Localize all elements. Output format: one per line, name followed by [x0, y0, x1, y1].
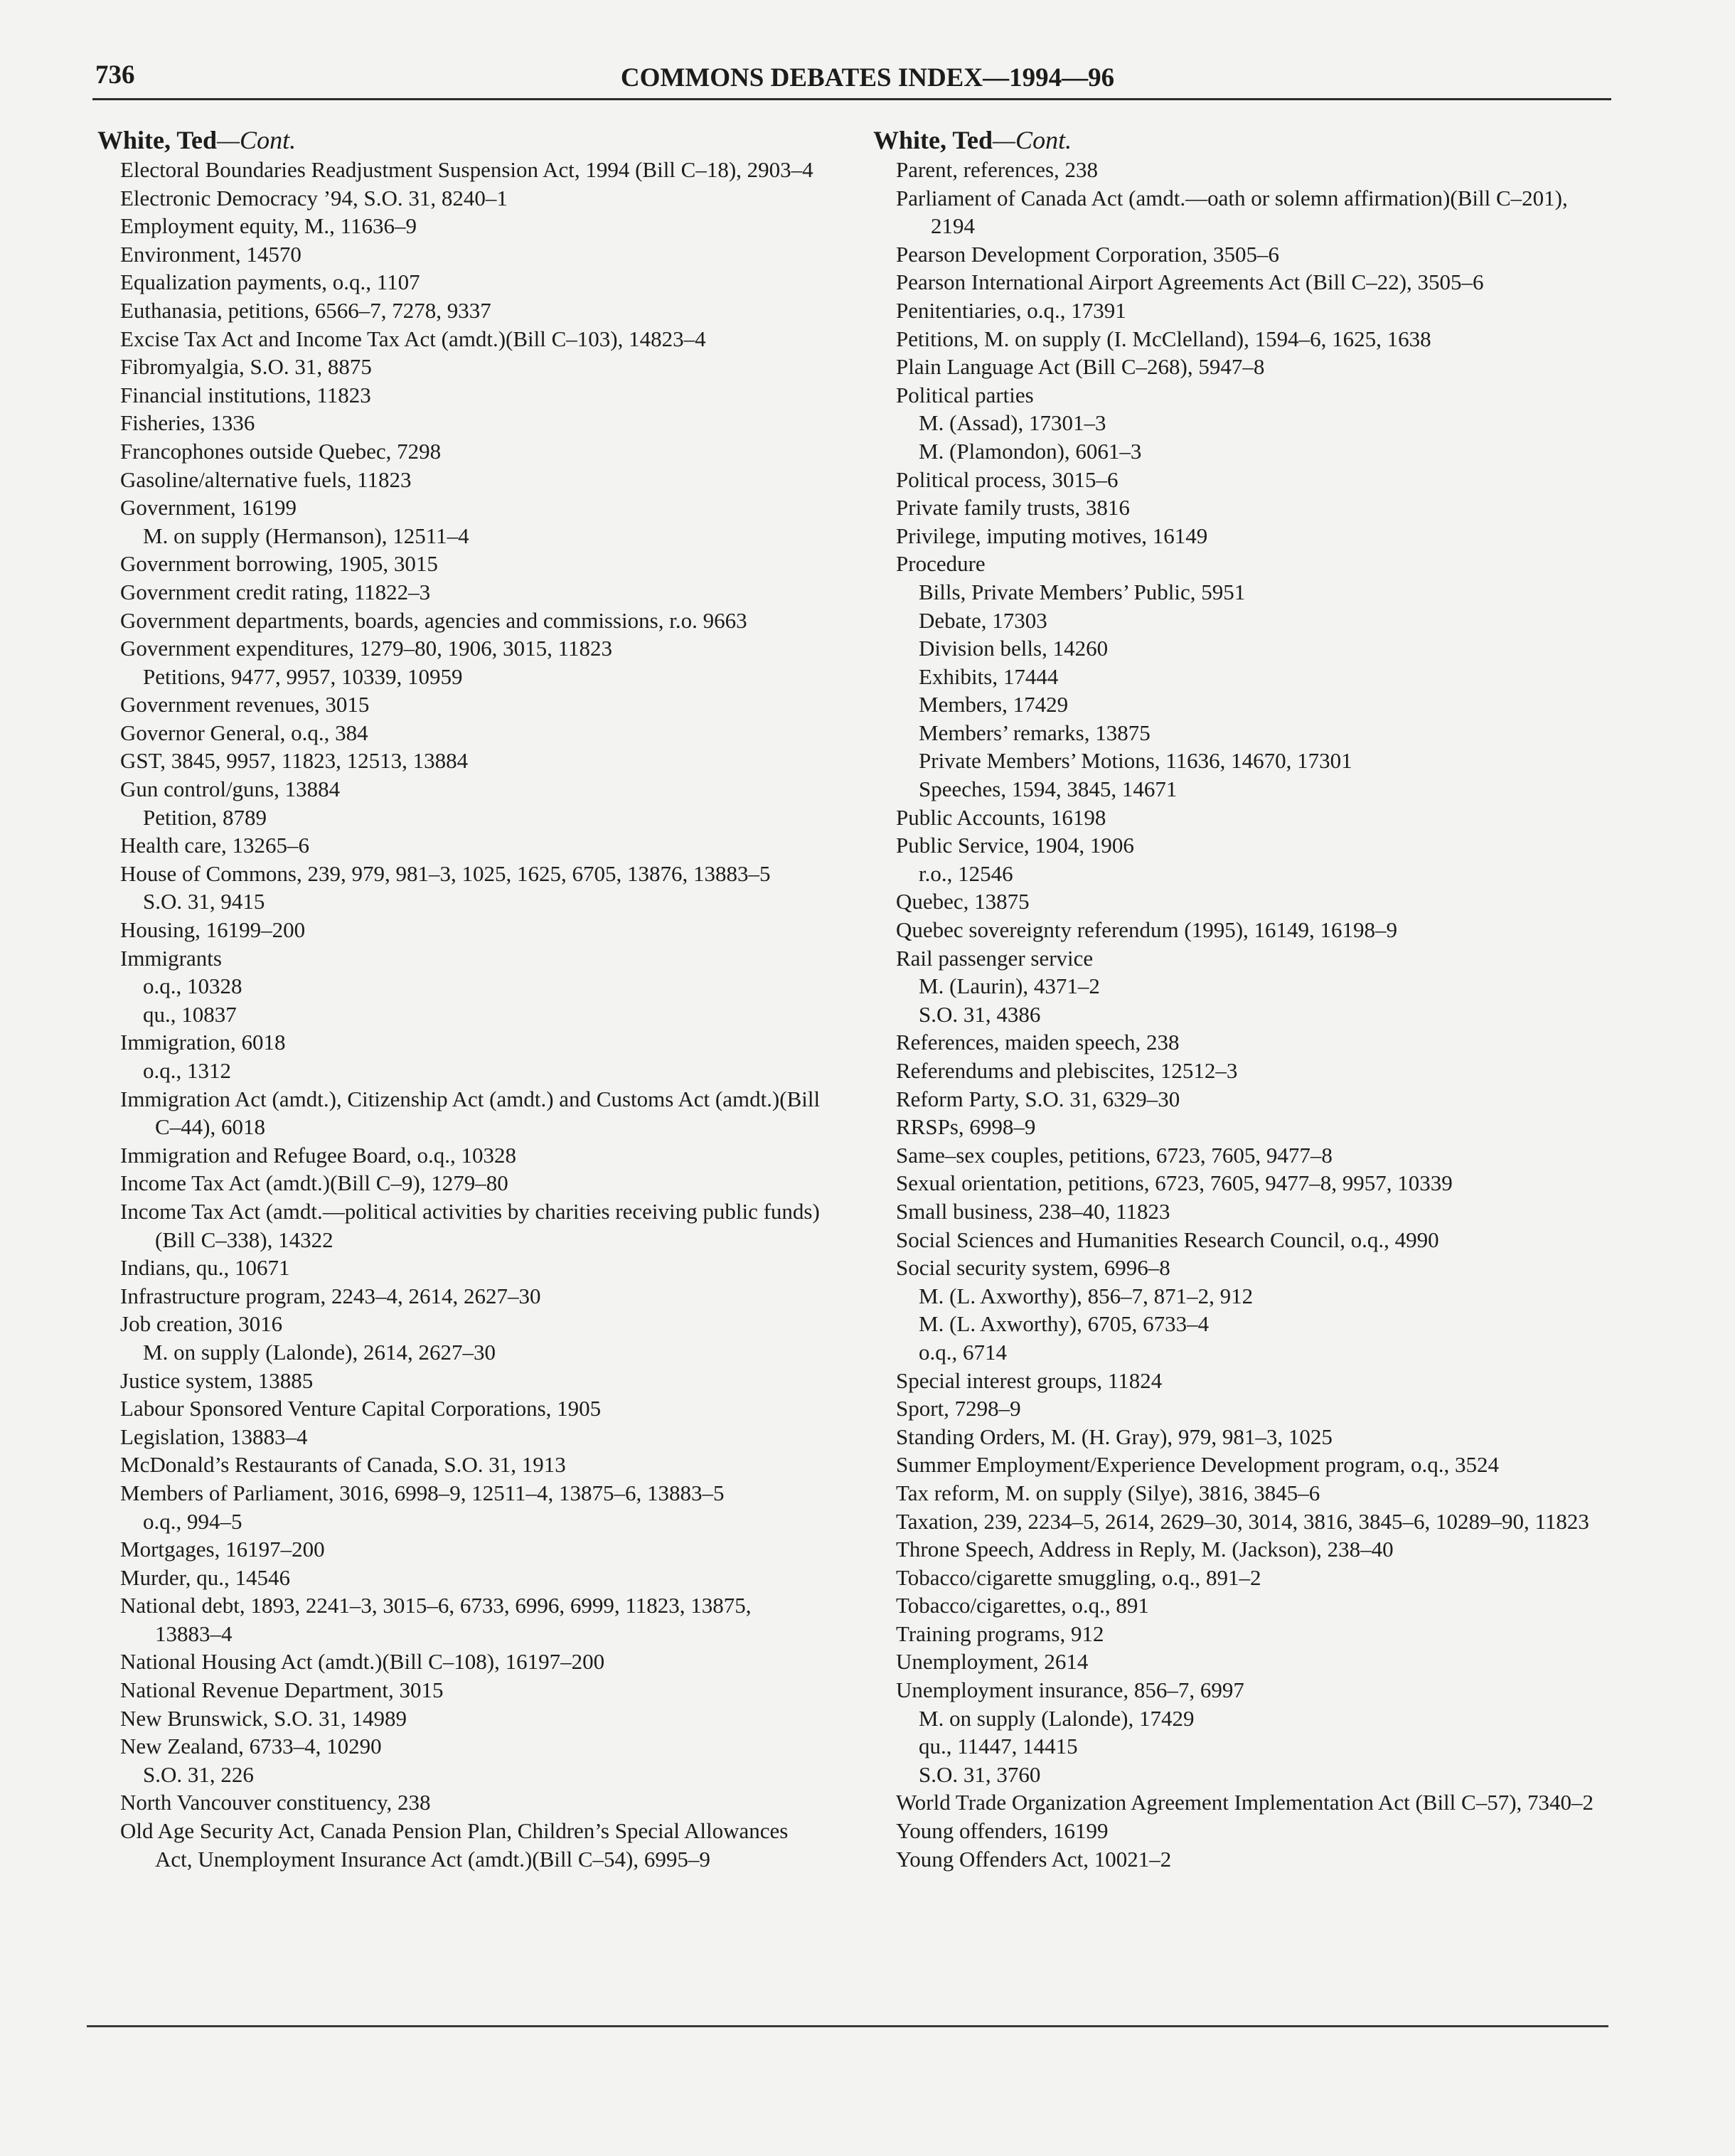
index-subentry: M. (L. Axworthy), 856–7, 871–2, 912: [919, 1283, 1254, 1308]
index-entry: McDonald’s Restaurants of Canada, S.O. 31, 1913: [120, 1452, 566, 1478]
index-entry: Justice system, 13885: [120, 1367, 314, 1393]
index-column-right: [873, 124, 1598, 1873]
index-subentry: Members, 17429: [919, 692, 1069, 717]
index-entry: Political process, 3015–6: [896, 466, 1119, 492]
index-entry: References, maiden speech, 238: [896, 1030, 1180, 1055]
index-entry: Special interest groups, 11824: [896, 1367, 1163, 1393]
index-entry: Old Age Security Act, Canada Pension Plan, Children’s Special Allowances Act, Unemployment Insurance Act (amdt.)(Bill C–54), 6995–9: [120, 1818, 789, 1872]
index-subentry: Private Members’ Motions, 11636, 14670, 17301: [919, 748, 1352, 774]
index-entry: Same–sex couples, petitions, 6723, 7605, 9477–8: [896, 1142, 1333, 1168]
index-entry: Quebec, 13875: [896, 889, 1030, 914]
index-entry: Tax reform, M. on supply (Silye), 3816, 3845–6: [896, 1480, 1320, 1505]
index-subentry: qu., 11447, 14415: [919, 1734, 1078, 1759]
index-entry: House of Commons, 239, 979, 981–3, 1025, 1625, 6705, 13876, 13883–5: [120, 860, 771, 886]
index-entry: Legislation, 13883–4: [120, 1424, 308, 1449]
index-entry: Gun control/guns, 13884: [120, 777, 341, 802]
index-entry: Public Service, 1904, 1906: [896, 833, 1134, 858]
index-entry: Private family trusts, 3816: [896, 495, 1130, 521]
index-entry: Throne Speech, Address in Reply, M. (Jackson), 238–40: [896, 1537, 1394, 1562]
index-entry: Housing, 16199–200: [120, 917, 306, 943]
index-entry: Gasoline/alternative fuels, 11823: [120, 466, 412, 492]
index-entry: Employment equity, M., 11636–9: [120, 213, 417, 239]
index-entry: Government revenues, 3015: [120, 692, 370, 717]
running-head-title: COMMONS DEBATES INDEX—1994—96: [620, 63, 1115, 92]
heading-continued: —Cont.: [217, 126, 297, 154]
index-entry: New Brunswick, S.O. 31, 14989: [120, 1705, 407, 1731]
index-entry: Government expenditures, 1279–80, 1906, 3015, 11823: [120, 636, 612, 661]
index-entry: Social security system, 6996–8: [896, 1255, 1170, 1281]
index-entry: Murder, qu., 14546: [120, 1564, 290, 1590]
index-subentry: M. on supply (Hermanson), 12511–4: [143, 523, 469, 548]
entry-list: [873, 156, 1598, 1873]
heading-name: White, Ted: [873, 126, 993, 154]
index-entry: Reform Party, S.O. 31, 6329–30: [896, 1086, 1180, 1111]
index-entry: Income Tax Act (amdt.)(Bill C–9), 1279–80: [120, 1170, 508, 1196]
index-entry: National Revenue Department, 3015: [120, 1677, 444, 1703]
index-entry: Sexual orientation, petitions, 6723, 7605, 9477–8, 9957, 10339: [896, 1170, 1453, 1196]
index-entry: Infrastructure program, 2243–4, 2614, 2627–30: [120, 1283, 541, 1308]
index-entry: Environment, 14570: [120, 241, 301, 267]
heading-continued: —Cont.: [993, 126, 1072, 154]
index-subentry: M. (L. Axworthy), 6705, 6733–4: [919, 1311, 1210, 1337]
index-entry: Tobacco/cigarettes, o.q., 891: [896, 1593, 1149, 1618]
index-subentry: M. (Laurin), 4371–2: [919, 973, 1100, 999]
index-subentry: M. (Plamondon), 6061–3: [919, 438, 1142, 464]
index-entry: Parliament of Canada Act (amdt.—oath or solemn affirmation)(Bill C–201), 2194: [896, 185, 1568, 239]
index-entry: Sport, 7298–9: [896, 1396, 1021, 1421]
index-subentry: Speeches, 1594, 3845, 14671: [919, 777, 1178, 802]
index-entry: Income Tax Act (amdt.—political activities by charities receiving public funds)(Bill C–338), 14322: [120, 1198, 820, 1252]
index-entry: World Trade Organization Agreement Implementation Act (Bill C–57), 7340–2: [896, 1790, 1594, 1815]
page-number: 736: [95, 60, 135, 90]
index-entry: Electronic Democracy ’94, S.O. 31, 8240–1: [120, 185, 508, 210]
index-entry: Small business, 238–40, 11823: [896, 1198, 1170, 1224]
index-entry: Unemployment insurance, 856–7, 6997: [896, 1677, 1244, 1703]
index-subentry: Petitions, 9477, 9957, 10339, 10959: [143, 663, 463, 689]
index-entry: Pearson Development Corporation, 3505–6: [896, 241, 1279, 267]
index-entry: Excise Tax Act and Income Tax Act (amdt.)(Bill C–103), 14823–4: [120, 326, 706, 351]
index-subentry: Members’ remarks, 13875: [919, 720, 1151, 745]
index-subentry: o.q., 1312: [143, 1058, 231, 1083]
index-entry: Political parties: [896, 382, 1034, 407]
index-subentry: M. (Assad), 17301–3: [919, 410, 1106, 436]
entry-list: [97, 156, 823, 1873]
index-entry: Tobacco/cigarette smuggling, o.q., 891–2: [896, 1564, 1261, 1590]
index-entry: Pearson International Airport Agreements Act (Bill C–22), 3505–6: [896, 270, 1484, 295]
index-entry: GST, 3845, 9957, 11823, 12513, 13884: [120, 748, 469, 774]
index-entry: Privilege, imputing motives, 16149: [896, 523, 1208, 548]
index-subentry: Division bells, 14260: [919, 636, 1109, 661]
index-entry: Members of Parliament, 3016, 6998–9, 12511–4, 13875–6, 13883–5: [120, 1480, 725, 1505]
index-entry: New Zealand, 6733–4, 10290: [120, 1734, 382, 1759]
index-subentry: M. on supply (Lalonde), 2614, 2627–30: [143, 1339, 496, 1365]
index-entry: Financial institutions, 11823: [120, 382, 371, 407]
index-entry: National Housing Act (amdt.)(Bill C–108), 16197–200: [120, 1649, 605, 1675]
index-entry: Government borrowing, 1905, 3015: [120, 551, 438, 577]
header-rule: [92, 98, 1611, 100]
index-entry: Governor General, o.q., 384: [120, 720, 368, 745]
index-column-left: [97, 124, 823, 1873]
index-entry: Young offenders, 16199: [896, 1818, 1109, 1844]
index-entry: Public Accounts, 16198: [896, 804, 1106, 830]
index-entry: Immigration and Refugee Board, o.q., 10328: [120, 1142, 517, 1168]
column-heading: [97, 124, 823, 156]
index-entry: Taxation, 239, 2234–5, 2614, 2629–30, 3014, 3816, 3845–6, 10289–90, 11823: [896, 1508, 1589, 1534]
index-entry: Penitentiaries, o.q., 17391: [896, 297, 1126, 323]
index-entry: Job creation, 3016: [120, 1311, 283, 1337]
index-subentry: Petition, 8789: [143, 804, 267, 830]
footer-rule: [87, 2025, 1608, 2027]
index-entry: Government, 16199: [120, 495, 297, 521]
index-entry: North Vancouver constituency, 238: [120, 1790, 431, 1815]
index-entry: Immigrants: [120, 945, 222, 971]
index-subentry: qu., 10837: [143, 1001, 237, 1027]
index-entry: Summer Employment/Experience Development program, o.q., 3524: [896, 1452, 1499, 1478]
heading-name: White, Ted: [97, 126, 218, 154]
index-subentry: S.O. 31, 4386: [919, 1001, 1041, 1027]
index-entry: Standing Orders, M. (H. Gray), 979, 981–3, 1025: [896, 1424, 1333, 1449]
index-entry: Electoral Boundaries Readjustment Suspension Act, 1994 (Bill C–18), 2903–4: [120, 157, 813, 182]
index-entry: Euthanasia, petitions, 6566–7, 7278, 9337: [120, 297, 491, 323]
index-entry: RRSPs, 6998–9: [896, 1114, 1036, 1140]
index-entry: Equalization payments, o.q., 1107: [120, 270, 420, 295]
index-entry: Health care, 13265–6: [120, 833, 309, 858]
index-subentry: o.q., 6714: [919, 1339, 1007, 1365]
index-entry: Referendums and plebiscites, 12512–3: [896, 1058, 1238, 1083]
index-entry: Mortgages, 16197–200: [120, 1537, 325, 1562]
index-entry: Francophones outside Quebec, 7298: [120, 438, 442, 464]
index-entry: Indians, qu., 10671: [120, 1255, 290, 1281]
index-entry: Social Sciences and Humanities Research Council, o.q., 4990: [896, 1227, 1439, 1252]
index-subentry: S.O. 31, 9415: [143, 889, 265, 914]
index-entry: Quebec sovereignty referendum (1995), 16149, 16198–9: [896, 917, 1398, 943]
index-subentry: o.q., 994–5: [143, 1508, 242, 1534]
index-subentry: S.O. 31, 226: [143, 1761, 254, 1787]
index-entry: Government departments, boards, agencies and commissions, r.o. 9663: [120, 607, 747, 633]
index-entry: Immigration Act (amdt.), Citizenship Act (amdt.) and Customs Act (amdt.)(Bill C–44), 6018: [120, 1086, 821, 1140]
index-entry: Plain Language Act (Bill C–268), 5947–8: [896, 354, 1265, 380]
index-entry: Parent, references, 238: [896, 157, 1099, 182]
index-entry: National debt, 1893, 2241–3, 3015–6, 6733, 6996, 6999, 11823, 13875, 13883–4: [120, 1593, 752, 1646]
index-subentry: Debate, 17303: [919, 607, 1047, 633]
index-entry: Fisheries, 1336: [120, 410, 255, 436]
index-subentry: o.q., 10328: [143, 973, 242, 999]
index-entry: Labour Sponsored Venture Capital Corporations, 1905: [120, 1396, 602, 1421]
column-heading: [873, 124, 1598, 156]
index-entry: Procedure: [896, 551, 986, 577]
index-entry: Immigration, 6018: [120, 1030, 286, 1055]
index-subentry: Exhibits, 17444: [919, 663, 1059, 689]
index-entry: Fibromyalgia, S.O. 31, 8875: [120, 354, 372, 380]
index-subentry: Bills, Private Members’ Public, 5951: [919, 579, 1246, 604]
index-subentry: r.o., 12546: [919, 860, 1013, 886]
index-subentry: M. on supply (Lalonde), 17429: [919, 1705, 1195, 1731]
index-subentry: S.O. 31, 3760: [919, 1761, 1041, 1787]
index-entry: Petitions, M. on supply (I. McClelland), 1594–6, 1625, 1638: [896, 326, 1431, 351]
index-entry: Rail passenger service: [896, 945, 1094, 971]
index-entry: Government credit rating, 11822–3: [120, 579, 431, 604]
index-entry: Training programs, 912: [896, 1621, 1104, 1646]
index-entry: Young Offenders Act, 10021–2: [896, 1846, 1172, 1872]
index-entry: Unemployment, 2614: [896, 1649, 1089, 1675]
